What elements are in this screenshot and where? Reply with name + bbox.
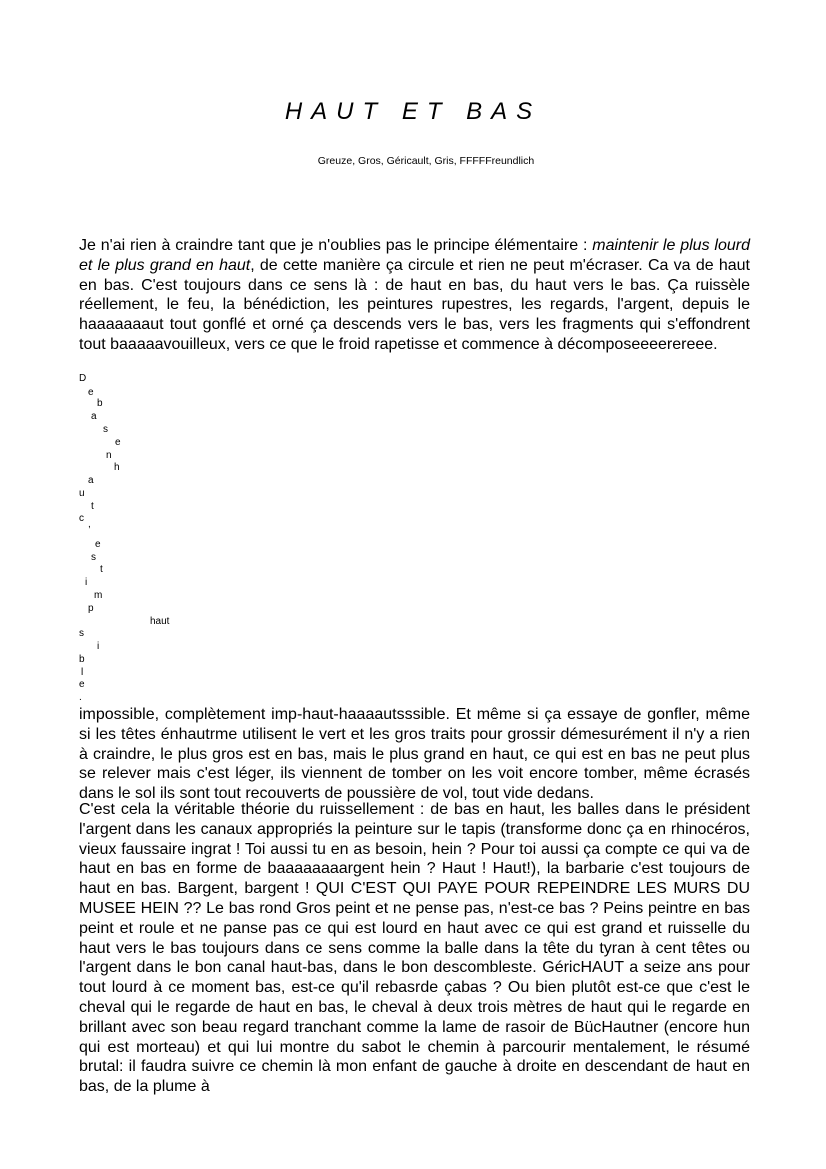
cascade-letter: s: [91, 552, 96, 563]
cascade-letter: m: [94, 590, 103, 601]
cascade-letter: t: [100, 564, 103, 575]
cascade-letter: D: [79, 373, 87, 384]
paragraph-1-text-b: , de cette manière ça circule et rien ne peut m'écraser. Ca va de haut en bas. C'est toujours dans ce sens là : de haut en bas, du haut vers le bas. Ça ruissèle réellement, le feu, la bénédiction, les peintures rupestres, les regards, l'argent, depuis le haaaaaaaut tout gonflé et orné ça descends vers le bas, vers les fragments qui s'effondrent tout baaaaavouilleux, vers ce que le froid rapetisse et commence à décomposeeeerereee.: [79, 256, 751, 353]
cascade-letter: b: [79, 654, 85, 665]
cascade-letter: c: [79, 513, 84, 524]
cascade-letter: i: [97, 641, 100, 652]
document-title: HAUT ET BAS: [284, 98, 542, 125]
cascade-letter: .: [79, 692, 82, 703]
cascade-letter: e: [88, 387, 94, 398]
paragraph-3: C'est cela la véritable théorie du ruissellement : de bas en haut, les balles dans le président l'argent dans les canaux appropriés la peinture sur le tapis (transforme donc ça en rhinocéros, vieux faussaire ingrat ! Toi aussi tu en as besoin, hein ? Pour toi aussi ça compte ce qui va de haut en bas en forme de baaaaaaaargent hein ? Haut ! Haut!), la barbarie c'est toujours de haut en bas. Bargent, bargent ! QUI C'EST QUI PAYE POUR REPEINDRE LES MURS DU MUSEE HEIN ?? Le bas rond Gros peint et ne pense pas, n'est-ce bas ? Peins peintre en bas peint et roule et ne panse pas ce qui est lourd en haut avec ce qui est grand et ruisselle du haut vers le bas toujours dans ce sens comme la balle dans la tête du tyran à cent têtes ou l'argent dans le bon canal haut-bas, dans le bon descombleste. GéricHAUT a seize ans pour tout lourd à ce moment bas, est-ce qu'il rebasrde çabas ? Ou bien plutôt est-ce que c'est le cheval qui le regarde de haut en bas, le cheval à deux trois mètres de haut qui le regarde en brillant avec son beau regard tranchant comme la lame de rasoir de BücHautner (encore hun qui est morteau) et qui lui montre du sabot le chemin à parcourir mentalement, le résumé brutal: il faudra suivre ce chemin là mon enfant de gauche à droite en descendant de haut en bas, de la plume à: [79, 801, 750, 1096]
cascade-word-haut: haut: [150, 616, 170, 627]
cascade-letter: p: [88, 603, 94, 614]
paragraph-2: impossible, complètement imp-haut-haaaautsssible. Et même si ça essaye de gonfler, même si les têtes énhautrme utilisent le vert et les gros traits pour grossir démesurément il n'y a rien à craindre, le plus gros est en bas, mais le plus grand en haut, ce qui est en bas ne peut plus se relever mais c'est léger, ils viennent de tomber on les voit encore tomber, même écrasés dans le sol ils sont tout recouverts de poussière de vol, tout vide dedans.: [79, 706, 750, 803]
cascade-letter: e: [79, 679, 85, 690]
cascade-letter: a: [88, 475, 94, 486]
cascade-letter: s: [103, 424, 108, 435]
paragraph-1-italic: maintenir le plus lourd et le plus grand en haut: [79, 237, 750, 274]
cascade-letter: h: [114, 462, 120, 473]
cascade-letter: ,: [88, 519, 91, 530]
cascade-letter: n: [106, 450, 112, 461]
cascade-letter: s: [79, 628, 84, 639]
cascade-letter: b: [97, 398, 103, 409]
cascade-letter: t: [91, 501, 94, 512]
cascade-letter: u: [79, 488, 85, 499]
paragraph-1-text-a: Je n'ai rien à craindre tant que je n'oublies pas le principe élémentaire :: [79, 237, 593, 254]
cascade-letter: e: [95, 539, 101, 550]
cascade-letter: i: [85, 577, 88, 588]
document-subtitle: Greuze, Gros, Géricault, Gris, FFFFFreundlich: [317, 155, 535, 167]
cascade-letter: a: [91, 411, 97, 422]
cascade-letter: l: [81, 667, 84, 678]
cascade-letter: e: [115, 437, 121, 448]
